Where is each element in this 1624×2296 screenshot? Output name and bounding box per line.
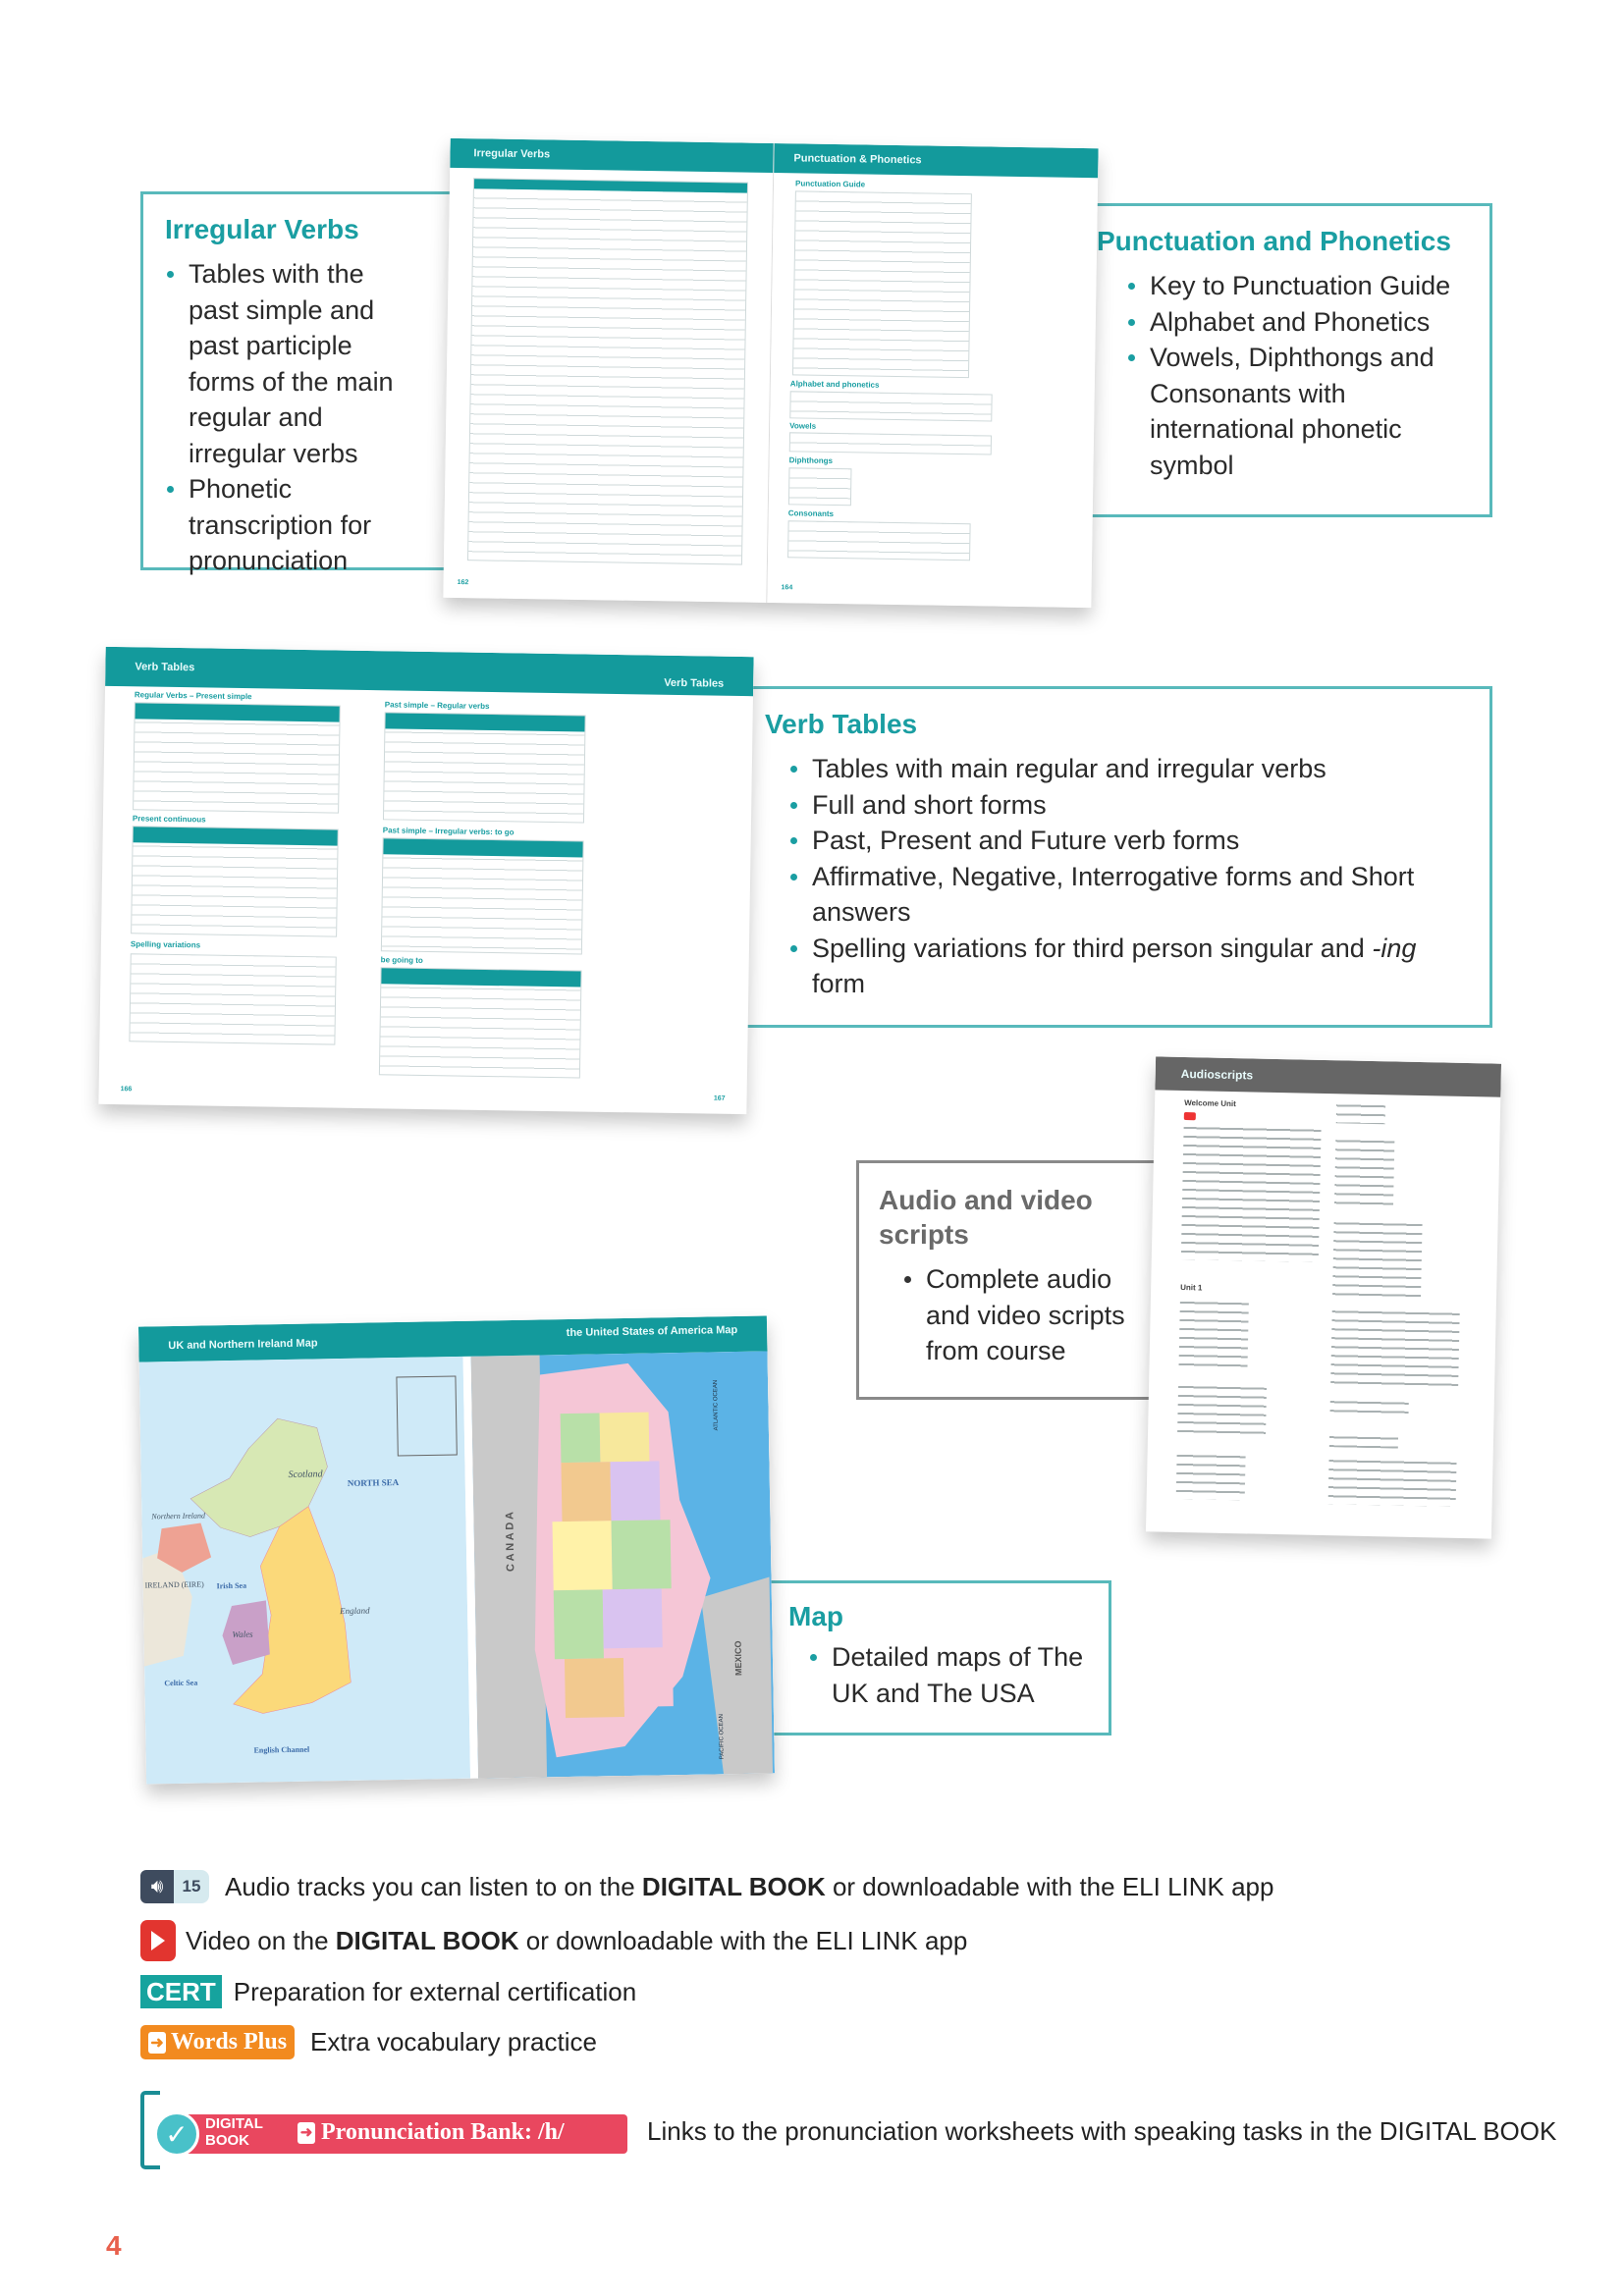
bullet (788, 931, 1470, 1002)
bullet: Tables with main regular and irregular verbs (788, 751, 1470, 787)
legend-text-part: Audio tracks you can listen to on the (225, 1871, 642, 1901)
audioscripts-page-thumbnail (1146, 1056, 1501, 1538)
map-label: English Channel (253, 1744, 310, 1755)
thumb-header: Verb Tables (664, 676, 725, 690)
audio-video-title: Audio and video scripts (879, 1185, 1093, 1250)
bullet: Phonetic transcription for pronunciation (165, 471, 420, 579)
legend-text-part: or downloadable with the ELI LINK app (518, 1925, 968, 1955)
punctuation-phonetics-box (1080, 203, 1492, 517)
legend-text: Links to the pronunciation worksheets with speaking tasks in the DIGITAL BOOK (647, 2115, 1557, 2146)
audio-video-scripts-box (856, 1160, 1180, 1400)
legend-text: Preparation for external certification (233, 1976, 637, 2006)
irregular-verbs-spread-thumbnail (443, 138, 1098, 608)
audio-track-number: 15 (174, 1870, 209, 1903)
map-label: Irish Sea (216, 1580, 247, 1591)
thumb-subheading: Regular Verbs – Present simple (134, 690, 252, 702)
usa-map (471, 1351, 775, 1778)
map-label: ATLANTIC OCEAN (713, 1379, 720, 1431)
map-label: C A N A D A (504, 1512, 517, 1573)
bullet: Vowels, Diphthongs and Consonants with international phonetic symbol (1126, 340, 1474, 483)
legend-cert (140, 1975, 636, 2008)
legend-audio (140, 1870, 1273, 1903)
thumb-subheading: Alphabet and phonetics (789, 379, 880, 390)
legend-digital-book (140, 2091, 1556, 2171)
thumb-page-number: 162 (457, 579, 469, 587)
map-label: Northern Ireland (151, 1511, 206, 1522)
thumb-subheading: Welcome Unit (1184, 1097, 1236, 1109)
thumb-subheading: Consonants (787, 508, 835, 519)
speaker-icon: 🔊︎ (140, 1870, 174, 1903)
thumb-header: Audioscripts (1155, 1056, 1501, 1096)
check-circle-icon: ✓ (154, 2111, 199, 2157)
thumb-header: the United States of America Map (566, 1323, 738, 1340)
bullet: Key to Punctuation Guide (1126, 268, 1474, 304)
ing-suffix: -ing (1372, 933, 1417, 963)
arrow-right-icon: ➜ (298, 2122, 315, 2144)
irregular-verbs-box (140, 191, 464, 575)
maps-spread-thumbnail (138, 1315, 775, 1784)
thumb-subheading: Unit 1 (1180, 1282, 1203, 1293)
legend-text (225, 1872, 1273, 1902)
map-label: MEXICO (732, 1640, 744, 1677)
bullet: Past, Present and Future verb forms (788, 823, 1470, 859)
thumb-header: UK and Northern Ireland Map (168, 1337, 318, 1353)
thumb-subheading: be going to (380, 955, 423, 965)
page-number: 4 (106, 2230, 122, 2261)
bullet: Detailed maps of The UK and The USA (808, 1639, 1093, 1711)
bullet: Alphabet and Phonetics (1126, 304, 1474, 341)
legend-text-part: Video on the (186, 1925, 336, 1955)
legend-text: Extra vocabulary practice (310, 2027, 597, 2056)
verb-tables-box (736, 686, 1492, 1028)
cert-badge: CERT (140, 1975, 222, 2008)
pronunciation-bank-label: Pronunciation Bank: /h/ (321, 2119, 565, 2145)
verb-tables-title: Verb Tables (765, 709, 918, 739)
pronunciation-bank-link[interactable] (298, 2119, 565, 2146)
thumb-subheading: Diphthongs (788, 455, 834, 466)
audio-track-badge (140, 1870, 209, 1903)
legend-video (140, 1920, 967, 1961)
thumb-page-number: 166 (120, 1086, 133, 1094)
legend-text-bold: DIGITAL BOOK (335, 1925, 519, 1955)
map-title: Map (788, 1601, 843, 1631)
map-label: IRELAND (EIRE) (144, 1579, 204, 1590)
digital-book-label (205, 2115, 263, 2149)
bullet-text: form (812, 969, 865, 998)
digital-label: DIGITAL (205, 2115, 263, 2132)
map-label: Scotland (288, 1468, 323, 1480)
book-label: BOOK (205, 2132, 249, 2149)
legend-text-bold: DIGITAL BOOK (641, 1871, 826, 1901)
thumb-subheading: Spelling variations (130, 939, 201, 950)
verb-tables-spread-thumbnail (98, 647, 753, 1114)
thumb-header: Verb Tables (135, 661, 195, 674)
irregular-verbs-title: Irregular Verbs (165, 214, 359, 244)
thumb-subheading: Past simple – Irregular verbs: to go (382, 826, 514, 837)
bullet-text: Spelling variations for third person singular and (812, 933, 1373, 963)
thumb-page-number: 164 (781, 584, 793, 592)
arrow-right-icon: ➜ (148, 2032, 166, 2054)
legend-text-part: or downloadable with the ELI LINK app (825, 1871, 1274, 1901)
uk-map (139, 1357, 470, 1785)
map-label: England (339, 1605, 370, 1617)
legend-text (186, 1926, 967, 1956)
thumb-subheading: Present continuous (132, 814, 206, 825)
bullet: Tables with the past simple and past participle forms of the main regular and irregular verbs (165, 256, 420, 471)
thumb-page-number: 167 (713, 1095, 726, 1102)
map-label: Wales (232, 1629, 253, 1640)
thumb-subheading: Past simple – Regular verbs (384, 700, 490, 711)
map-label: PACIFIC OCEAN (718, 1714, 726, 1760)
map-label: NORTH SEA (347, 1477, 400, 1488)
thumb-subheading: Vowels (789, 421, 817, 431)
words-plus-badge (140, 2025, 295, 2059)
bullet: Affirmative, Negative, Interrogative forms and Short answers (788, 859, 1470, 931)
map-box (762, 1580, 1111, 1735)
bullet: Complete audio and video scripts from course (902, 1261, 1162, 1369)
bullet: Full and short forms (788, 787, 1470, 824)
legend-words-plus (140, 2025, 597, 2059)
thumb-subheading: Punctuation Guide (794, 179, 866, 189)
thumb-header: Irregular Verbs (450, 138, 773, 173)
thumb-header: Punctuation & Phonetics (774, 143, 1098, 178)
video-play-icon (140, 1920, 176, 1961)
map-label: Celtic Sea (164, 1678, 198, 1688)
words-plus-label: Words Plus (171, 2029, 288, 2055)
video-icon (1184, 1112, 1196, 1120)
punctuation-title: Punctuation and Phonetics (1097, 226, 1451, 256)
digital-book-badge (140, 2091, 631, 2171)
